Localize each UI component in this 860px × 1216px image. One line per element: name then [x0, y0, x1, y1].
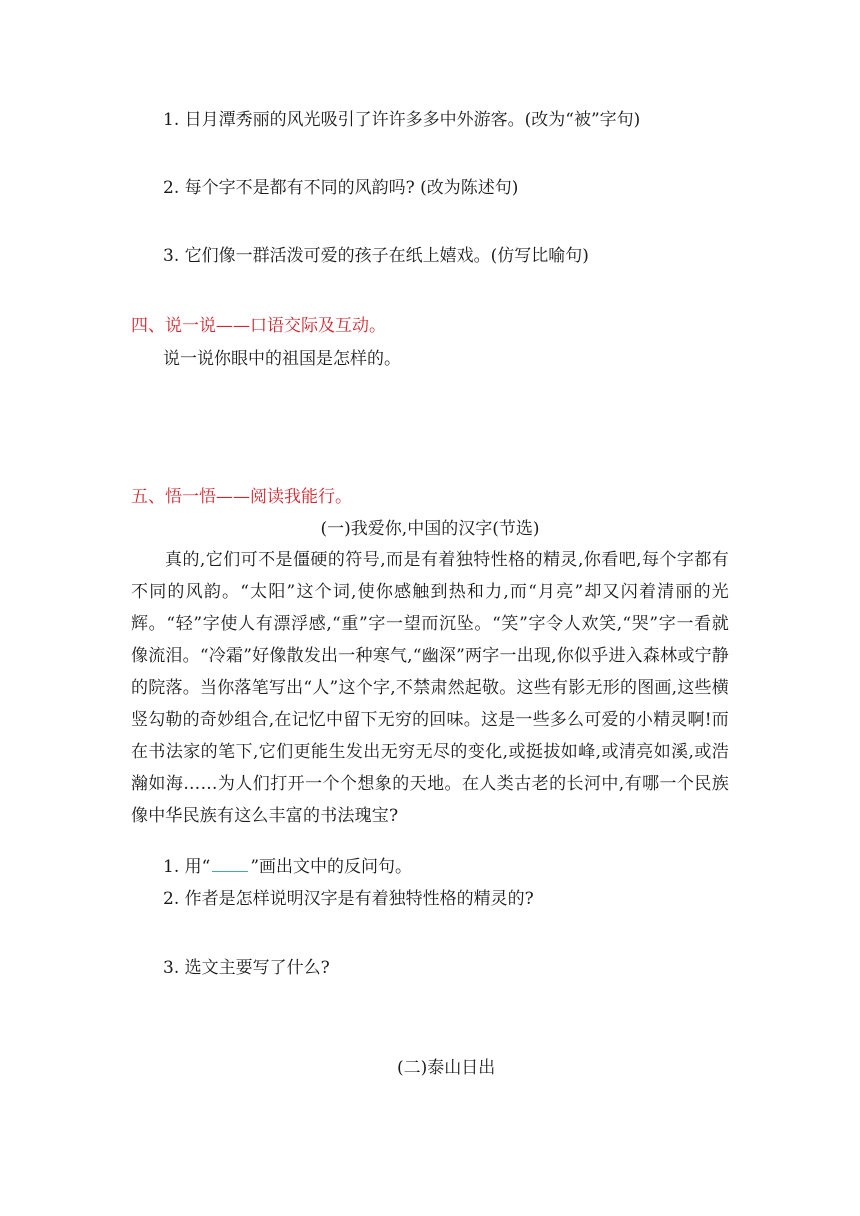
passage-1-title: (一)我爱你,中国的汉字(节选): [320, 519, 540, 539]
underline-blank: [212, 857, 248, 872]
section-4-heading: 四、说一说——口语交际及互动。: [131, 316, 386, 336]
question-1-prefix: 1. 用“: [163, 857, 211, 877]
passage-1-question-3: 3. 选文主要写了什么?: [163, 958, 330, 978]
question-3-simile: 3. 它们像一群活泼可爱的孩子在纸上嬉戏。(仿写比喻句): [163, 246, 589, 266]
passage-2-title: (二)泰山日出: [397, 1058, 496, 1078]
passage-1-question-2: 2. 作者是怎样说明汉字是有着独特性格的精灵的?: [163, 889, 534, 909]
question-2-declarative: 2. 每个字不是都有不同的风韵吗? (改为陈述句): [163, 178, 519, 198]
passage-1-question-1: [163, 855, 412, 879]
passage-1-text: 真的,它们可不是僵硬的符号,而是有着独特性格的精灵,你看吧,每个字都有不同的风韵。“太阳”这个词,使你感触到热和力,而“月亮”却又闪着清丽的光辉。“轻”字使人有漂浮感,“重”字一望而沉坠。“笑”字令人欢笑,“哭”字一看就像流泪。“冷霜”好像散发出一种寒气,“幽深”两字一出现,你似乎进入森林或宁静的院落。当你落笔写出“人”这个字,不禁肃然起敬。这些有影无形的图画,这些横竖勾勒的奇妙组合,在记忆中留下无穷的回味。这是一些多么可爱的小精灵啊!而在书法家的笔下,它们更能生发出无穷无尽的变化,或挺拔如峰,或清亮如溪,或浩瀚如海……为人们打开一个个想象的天地。在人类古老的长河中,有哪一个民族像中华民族有这么丰富的书法瑰宝?: [131, 550, 729, 826]
section-5-heading: 五、悟一悟——阅读我能行。: [131, 487, 352, 507]
question-1-passive: 1. 日月潭秀丽的风光吸引了许许多多中外游客。(改为“被”字句): [163, 110, 641, 130]
section-4-prompt: 说一说你眼中的祖国是怎样的。: [163, 349, 401, 369]
question-1-suffix: ”画出文中的反问句。: [250, 857, 413, 877]
